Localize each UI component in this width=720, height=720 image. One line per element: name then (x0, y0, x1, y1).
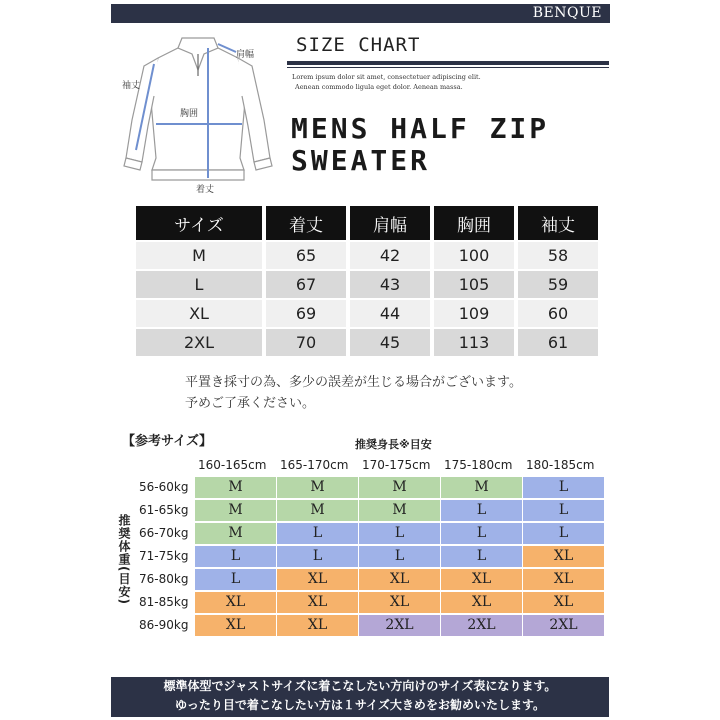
value-cell: 60 (518, 300, 598, 327)
size-recommendation-cell: XL (441, 569, 522, 590)
size-recommendation-cell: M (195, 477, 276, 498)
size-recommendation-cell: M (277, 477, 358, 498)
weight-row-header: 71-75kg (139, 549, 189, 563)
height-column-header: 165-170cm (280, 458, 349, 472)
size-recommendation-cell: XL (195, 615, 276, 636)
brand-name: BENQUE (532, 5, 602, 21)
note-line: 平置き採寸の為、多少の誤差が生じる場合がございます。 (185, 375, 522, 390)
size-recommendation-cell: XL (277, 592, 358, 613)
size-recommendation-cell: L (523, 477, 604, 498)
weight-label: 推奨体重(目安) (117, 514, 131, 605)
size-recommendation-cell: XL (523, 592, 604, 613)
header-cell: サイズ (136, 206, 262, 240)
height-column-header: 180-185cm (526, 458, 595, 472)
weight-row-header: 56-60kg (139, 480, 189, 494)
sleeve-label: 袖丈 (122, 81, 141, 91)
value-cell: 70 (266, 329, 346, 356)
weight-row-header: 86-90kg (139, 618, 189, 632)
size-recommendation-cell: XL (523, 569, 604, 590)
lorem-text (292, 72, 481, 92)
weight-row-header: 81-85kg (139, 595, 189, 609)
measurement-note (185, 372, 522, 414)
size-recommendation-cell: XL (441, 592, 522, 613)
size-recommendation-cell: L (523, 500, 604, 521)
table-row (136, 271, 598, 298)
size-cell: 2XL (136, 329, 262, 356)
size-recommendation-cell: L (441, 523, 522, 544)
size-recommendation-cell: XL (277, 569, 358, 590)
value-cell: 69 (266, 300, 346, 327)
size-table-header (136, 206, 598, 240)
size-recommendation-cell: M (195, 523, 276, 544)
size-recommendation-cell: M (359, 500, 440, 521)
footer-banner (111, 677, 609, 717)
footer-line: ゆったり目で着こなしたい方は１サイズ大きめをお勧めいたします。 (175, 698, 545, 712)
size-cell: L (136, 271, 262, 298)
size-recommendation-cell: L (195, 569, 276, 590)
weight-row-header: 61-65kg (139, 503, 189, 517)
size-recommendation-cell: XL (359, 592, 440, 613)
shoulder-label: 肩幅 (236, 50, 255, 60)
chest-label: 胸囲 (180, 109, 199, 119)
table-row (136, 242, 598, 269)
weight-row-header: 66-70kg (139, 526, 189, 540)
size-recommendation-cell: L (277, 546, 358, 567)
value-cell: 61 (518, 329, 598, 356)
size-recommendation-cell: XL (359, 569, 440, 590)
size-recommendation-cell: M (359, 477, 440, 498)
size-table (132, 204, 602, 358)
lorem-line: Aenean commodo ligula eget dolor. Aenean massa. (295, 83, 463, 91)
size-recommendation-cell: M (441, 477, 522, 498)
value-cell: 105 (434, 271, 514, 298)
value-cell: 109 (434, 300, 514, 327)
lorem-line: Lorem ipsum dolor sit amet, consectetuer adipiscing elit. (292, 73, 481, 81)
product-title-line: SWEATER (291, 144, 431, 177)
value-cell: 43 (350, 271, 430, 298)
size-recommendation-cell: L (441, 546, 522, 567)
value-cell: 113 (434, 329, 514, 356)
size-recommendation-cell: L (523, 523, 604, 544)
size-recommendation-cell: XL (195, 592, 276, 613)
header-cell: 肩幅 (350, 206, 430, 240)
size-recommendation-cell: 2XL (441, 615, 522, 636)
reference-title: 【参考サイズ】 (122, 434, 212, 449)
size-recommendation-cell: L (359, 546, 440, 567)
height-column-header: 175-180cm (444, 458, 513, 472)
footer-line: 標準体型でジャストサイズに着こなしたい方向けのサイズ表になります。 (163, 679, 557, 693)
value-cell: 100 (434, 242, 514, 269)
product-title-line: MENS HALF ZIP (291, 112, 550, 145)
note-line: 予めご了承ください。 (185, 396, 316, 411)
title-rule (287, 61, 609, 65)
value-cell: 65 (266, 242, 346, 269)
product-title (291, 113, 549, 177)
height-column-header: 170-175cm (362, 458, 431, 472)
size-recommendation-cell: 2XL (523, 615, 604, 636)
sweater-diagram (118, 30, 278, 200)
table-row (136, 329, 598, 356)
height-column-header: 160-165cm (198, 458, 267, 472)
size-recommendation-cell: M (277, 500, 358, 521)
size-recommendation-cell: XL (277, 615, 358, 636)
size-cell: XL (136, 300, 262, 327)
value-cell: 59 (518, 271, 598, 298)
table-row (136, 300, 598, 327)
value-cell: 42 (350, 242, 430, 269)
brand-bar (111, 4, 610, 23)
size-chart-title: SIZE CHART (296, 34, 421, 56)
size-recommendation-cell: L (195, 546, 276, 567)
size-recommendation-cell: L (441, 500, 522, 521)
weight-row-header: 76-80kg (139, 572, 189, 586)
size-recommendation-cell: XL (523, 546, 604, 567)
size-recommendation-cell: M (195, 500, 276, 521)
size-recommendation-cell: L (359, 523, 440, 544)
value-cell: 45 (350, 329, 430, 356)
value-cell: 58 (518, 242, 598, 269)
value-cell: 44 (350, 300, 430, 327)
size-cell: M (136, 242, 262, 269)
value-cell: 67 (266, 271, 346, 298)
length-label: 着丈 (196, 185, 215, 195)
height-label: 推奨身長※目安 (355, 438, 432, 451)
size-recommendation-cell: L (277, 523, 358, 544)
header-cell: 胸囲 (434, 206, 514, 240)
title-rule-thin (287, 67, 609, 68)
header-cell: 袖丈 (518, 206, 598, 240)
size-recommendation-cell: 2XL (359, 615, 440, 636)
header-cell: 着丈 (266, 206, 346, 240)
